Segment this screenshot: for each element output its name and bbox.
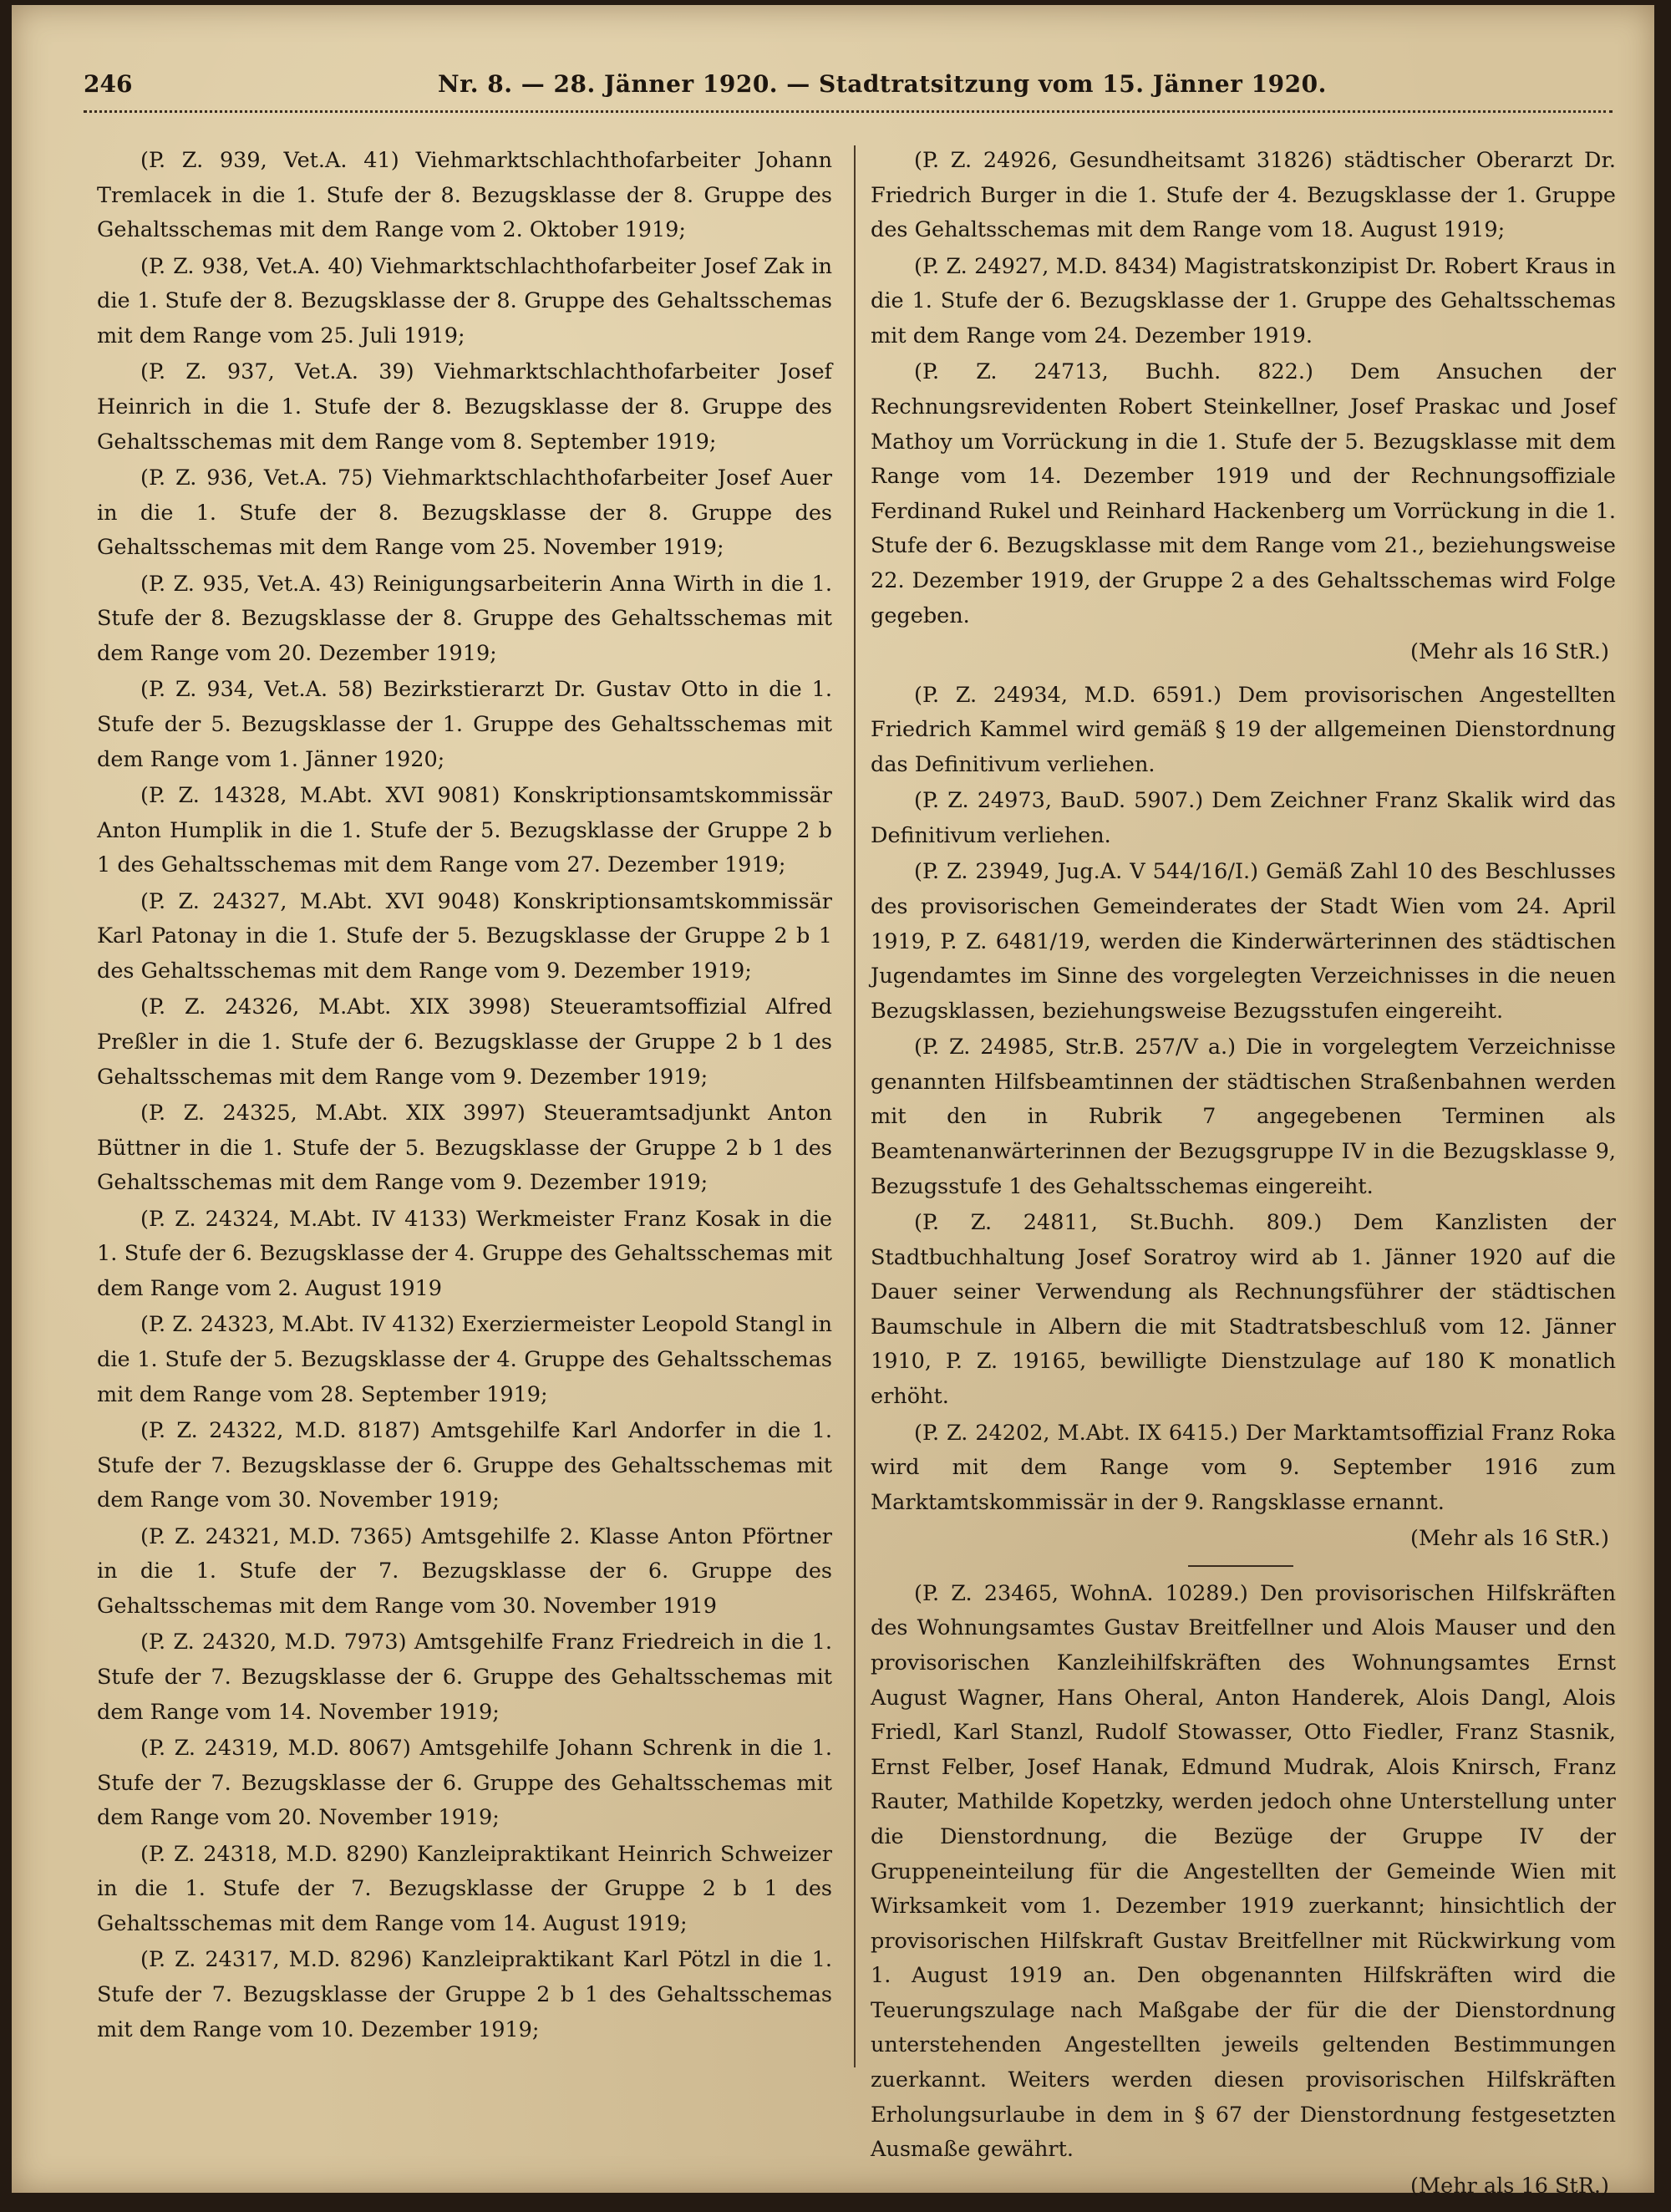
entry-paragraph: (P. Z. 24325, M.Abt. XIX 3997) Steueramtsadjunkt Anton Büttner in die 1. Stufe der 5. Bezugsklasse der Gruppe 2 b 1 des Gehaltsschemas mit dem Range vom 9. Dezember 1919; [97, 1101, 832, 1196]
entry-paragraph: (P. Z. 24985, Str.B. 257/V a.) Die in vorgelegtem Verzeichnisse genannten Hilfsbeamtinnen der städtischen Straßenbahnen werden mit den in Rubrik 7 angegebenen Terminen als Beamtenanwärterinnen der Bezugsgruppe IV in die Bezugsklasse 9, Bezugsstufe 1 des Gehaltsschemas eingereiht. [871, 1035, 1616, 1199]
vote-note: (Mehr als 16 StR.) [1410, 638, 1609, 664]
entry-paragraph: (P. Z. 24326, M.Abt. XIX 3998) Steueramtsoffizial Alfred Preßler in die 1. Stufe der 6. Bezugsklasse der Gruppe 2 b 1 des Gehaltsschemas mit dem Range vom 9. Dezember 1919; [97, 994, 832, 1090]
vote-note: (Mehr als 16 StR.) [1410, 1526, 1609, 1552]
entry-paragraph: (P. Z. 24321, M.D. 7365) Amtsgehilfe 2. Klasse Anton Pförtner in die 1. Stufe der 7. Bezugsklasse der 6. Gruppe des Gehaltsschemas mit dem Range vom 30. November 1919 [97, 1523, 832, 1619]
entry-paragraph: (P. Z. 24811, St.Buchh. 809.) Dem Kanzlisten der Stadtbuchhaltung Josef Soratroy wird ab 1. Jänner 1920 auf die Dauer seiner Verwendung als Rechnungsführer der städtischen Baumschule in Albern die mit Stadtratsbeschluß vom 12. Jänner 1910, P. Z. 19165, bewilligte Dienstzulage auf 180 K monatlich erhöht. [871, 1210, 1616, 1410]
entry-paragraph: (P. Z. 14328, M.Abt. XVI 9081) Konskriptionsamtskommissär Anton Humplik in die 1. Stufe der 5. Bezugsklasse der Gruppe 2 b 1 des Gehaltsschemas mit dem Range vom 27. Dezember 1919; [97, 783, 832, 878]
column-divider [854, 145, 856, 2067]
entry-paragraph: (P. Z. 24324, M.Abt. IV 4133) Werkmeister Franz Kosak in die 1. Stufe der 6. Bezugsklasse der 4. Gruppe des Gehaltsschemas mit dem Range vom 2. August 1919 [97, 1206, 832, 1301]
entry-paragraph: (P. Z. 24927, M.D. 8434) Magistratskonzipist Dr. Robert Kraus in die 1. Stufe der 6. Bezugsklasse der 1. Gruppe des Gehaltsschemas mit dem Range vom 24. Dezember 1919. [871, 253, 1616, 348]
entry-paragraph: (P. Z. 938, Vet.A. 40) Viehmarktschlachthofarbeiter Josef Zak in die 1. Stufe der 8. Bezugsklasse der 8. Gruppe des Gehaltsschemas mit dem Range vom 25. Juli 1919; [97, 253, 832, 348]
running-title: Nr. 8. — 28. Jänner 1920. — Stadtratsitzung vom 15. Jänner 1920. [438, 70, 1327, 98]
entry-paragraph: (P. Z. 934, Vet.A. 58) Bezirkstierarzt Dr. Gustav Otto in die 1. Stufe der 5. Bezugsklasse der 1. Gruppe des Gehaltsschemas mit dem Range vom 1. Jänner 1920; [97, 677, 832, 772]
entry-paragraph: (P. Z. 24319, M.D. 8067) Amtsgehilfe Johann Schrenk in die 1. Stufe der 7. Bezugsklasse der 6. Gruppe des Gehaltsschemas mit dem Range vom 20. November 1919; [97, 1736, 832, 1831]
entry-paragraph: (P. Z. 936, Vet.A. 75) Viehmarktschlachthofarbeiter Josef Auer in die 1. Stufe der 8. Bezugsklasse der 8. Gruppe des Gehaltsschemas mit dem Range vom 25. November 1919; [97, 465, 832, 561]
section-separator [1188, 1565, 1293, 1567]
entry-paragraph: (P. Z. 24713, Buchh. 822.) Dem Ansuchen der Rechnungsrevidenten Robert Steinkellner, Josef Praskac und Josef Mathoy um Vorrückung in die 1. Stufe der 5. Bezugsklasse mit dem Range vom 14. Dezember 1919 und der Rechnungsoffiziale Ferdinand Rukel und Reinhard Hackenberg um Vorrückung in die 1. Stufe der 6. Bezugsklasse mit dem Range vom 21., beziehungsweise 22. Dezember 1919, der Gruppe 2 a des Gehaltsschemas wird Folge gegeben. [871, 359, 1616, 628]
entry-paragraph: (P. Z. 935, Vet.A. 43) Reinigungsarbeiterin Anna Wirth in die 1. Stufe der 8. Bezugsklasse der 8. Gruppe des Gehaltsschemas mit dem Range vom 20. Dezember 1919; [97, 571, 832, 666]
vote-note: (Mehr als 16 StR.) [1410, 2173, 1609, 2199]
header-rule [84, 110, 1613, 113]
entry-paragraph: (P. Z. 24320, M.D. 7973) Amtsgehilfe Franz Friedreich in die 1. Stufe der 7. Bezugsklasse der 6. Gruppe des Gehaltsschemas mit dem Range vom 14. November 1919; [97, 1630, 832, 1725]
entry-paragraph: (P. Z. 23465, WohnA. 10289.) Den provisorischen Hilfskräften des Wohnungsamtes Gustav Breitfellner und Alois Mauser und den provisorischen Kanzleihilfskräften des Wohnungsamtes Ernst August Wagner, Hans Oheral, Anton Handerek, Alois Dangl, Alois Friedl, Karl Stanzl, Rudolf Stowasser, Otto Fiedler, Franz Stasnik, Ernst Felber, Josef Hanak, Edmund Mudrak, Alois Knirsch, Franz Rauter, Mathilde Kopetzky, werden jedoch ohne Unterstellung unter die Dienstordnung, die Bezüge der Gruppe IV der Gruppeneinteilung für die Angestellten der Gemeinde Wien mit Wirksamkeit vom 1. Dezember 1919 zuerkannt; hinsichtlich der provisorischen Hilfskraft Gustav Breitfellner mit Rückwirkung vom 1. August 1919 an. Den obgenannten Hilfskräften wird die Teuerungszulage nach Maßgabe der für die der Dienstordnung unterstehenden Angestellten jeweils geltenden Bestimmungen zuerkannt. Weiters werden diesen provisorischen Hilfskräften Erholungsurlaube in dem in § 67 der Dienstordnung festgesetzten Ausmaße gewährt. [871, 1580, 1616, 2163]
entry-paragraph: (P. Z. 24318, M.D. 8290) Kanzleipraktikant Heinrich Schweizer in die 1. Stufe der 7. Bezugsklasse der Gruppe 2 b 1 des Gehaltsschemas mit dem Range vom 14. August 1919; [97, 1841, 832, 1936]
entry-paragraph: (P. Z. 24327, M.Abt. XVI 9048) Konskriptionsamtskommissär Karl Patonay in die 1. Stufe der 5. Bezugsklasse der Gruppe 2 b 1 des Gehaltsschemas mit dem Range vom 9. Dezember 1919; [97, 888, 832, 984]
entry-paragraph: (P. Z. 24926, Gesundheitsamt 31826) städtischer Oberarzt Dr. Friedrich Burger in die 1. Stufe der 4. Bezugsklasse der 1. Gruppe des Gehaltsschemas mit dem Range vom 18. August 1919; [871, 148, 1616, 243]
page-number: 246 [84, 70, 133, 98]
entry-paragraph: (P. Z. 24973, BauD. 5907.) Dem Zeichner Franz Skalik wird das Definitivum verliehen. [871, 788, 1616, 848]
entry-paragraph: (P. Z. 937, Vet.A. 39) Viehmarktschlachthofarbeiter Josef Heinrich in die 1. Stufe der 8. Bezugsklasse der 8. Gruppe des Gehaltsschemas mit dem Range vom 8. September 1919; [97, 359, 832, 455]
newspaper-page [12, 5, 1654, 2199]
entry-paragraph: (P. Z. 24202, M.Abt. IX 6415.) Der Marktamtsoffizial Franz Roka wird mit dem Range vom 9. September 1916 zum Marktamtskommissär in der 9. Rangsklasse ernannt. [871, 1420, 1616, 1515]
entry-paragraph: (P. Z. 24323, M.Abt. IV 4132) Exerziermeister Leopold Stangl in die 1. Stufe der 5. Bezugsklasse der 4. Gruppe des Gehaltsschemas mit dem Range vom 28. September 1919; [97, 1312, 832, 1407]
entry-paragraph: (P. Z. 24934, M.D. 6591.) Dem provisorischen Angestellten Friedrich Kammel wird gemäß § 19 der allgemeinen Dienstordnung das Definitivum verliehen. [871, 682, 1616, 777]
entry-paragraph: (P. Z. 24322, M.D. 8187) Amtsgehilfe Karl Andorfer in die 1. Stufe der 7. Bezugsklasse der 6. Gruppe des Gehaltsschemas mit dem Range vom 30. November 1919; [97, 1418, 832, 1513]
right-column [871, 144, 1616, 2212]
entry-paragraph: (P. Z. 939, Vet.A. 41) Viehmarktschlachthofarbeiter Johann Tremlacek in die 1. Stufe der 8. Bezugsklasse der 8. Gruppe des Gehaltsschemas mit dem Range vom 2. Oktober 1919; [97, 148, 832, 243]
left-column [97, 144, 832, 2049]
page-header [84, 70, 1638, 112]
entry-paragraph: (P. Z. 23949, Jug.A. V 544/16/I.) Gemäß Zahl 10 des Beschlusses des provisorischen Gemeinderates der Stadt Wien vom 24. April 1919, P. Z. 6481/19, werden die Kinderwärterinnen des städtischen Jugendamtes im Sinne des vorgelegten Verzeichnisses in die neuen Bezugsklassen, beziehungsweise Bezugsstufen eingereiht. [871, 859, 1616, 1024]
entry-paragraph: (P. Z. 24317, M.D. 8296) Kanzleipraktikant Karl Pötzl in die 1. Stufe der 7. Bezugsklasse der Gruppe 2 b 1 des Gehaltsschemas mit dem Range vom 10. Dezember 1919; [97, 1947, 832, 2042]
